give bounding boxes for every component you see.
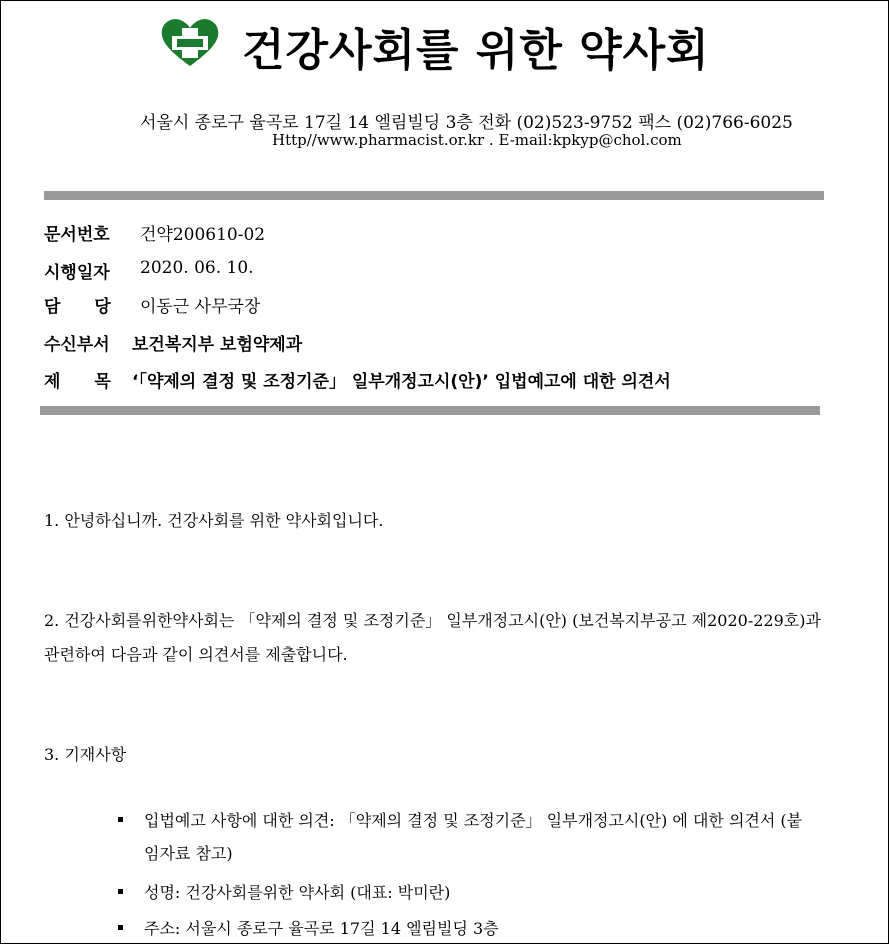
bottom-divider	[40, 406, 820, 415]
manager-label: 담당	[44, 297, 145, 317]
paragraph-1: 1. 안녕하십니까. 건강사회를 위한 약사회입니다.	[44, 511, 384, 530]
details-list	[118, 808, 802, 952]
recipient-label: 수신부서	[44, 335, 110, 355]
recipient-value: 보건복지부 보험약제과	[132, 335, 303, 355]
paragraph-3-heading: 3. 기재사항	[44, 745, 127, 764]
address-line: 서울시 종로구 율곡로 17길 14 엘림빌딩 3층 전화 (02)523-9752 팩스 (02)766-6025	[140, 113, 793, 133]
list-item-line-2: 임자료 참고)	[144, 844, 233, 863]
date-value: 2020. 06. 10.	[140, 258, 254, 278]
list-item-line-1: 입법예고 사항에 대한 의견: 「약제의 결정 및 조정기준」 일부개정고시(안) 에 대한 의견서 (붙	[144, 811, 803, 830]
manager-value: 이동근 사무국장	[140, 297, 261, 317]
paragraph-2-line-2: 관련하여 다음과 같이 의견서를 제출합니다.	[44, 645, 348, 664]
top-divider	[44, 191, 824, 200]
bullet-icon	[118, 925, 123, 930]
bullet-icon	[118, 889, 123, 894]
pharmacist-cross-heart-logo	[160, 16, 220, 68]
paragraph-2-line-1: 2. 건강사회를위한약사회는 「약제의 결정 및 조정기준」 일부개정고시(안) (보건복지부공고 제2020-229호)과	[44, 611, 821, 630]
organization-title: 건강사회를 위한 약사회	[242, 25, 710, 76]
doc-no-label: 문서번호	[44, 225, 110, 245]
list-item	[118, 880, 802, 916]
web-email-line: Http//www.pharmacist.or.kr . E-mail:kpkyp@chol.com	[272, 131, 682, 149]
date-label: 시행일자	[44, 263, 110, 283]
list-item	[118, 808, 802, 880]
doc-no-value: 건약200610-02	[140, 225, 266, 245]
list-item	[118, 916, 802, 952]
subject-value: ‘「약제의 결정 및 조정기준」 일부개정고시(안)’ 입법예고에 대한 의견서	[132, 372, 671, 392]
bullet-icon	[118, 817, 123, 822]
list-item-line-1: 성명: 건강사회를위한 약사회 (대표: 박미란)	[144, 883, 451, 902]
list-item-line-1: 주소: 서울시 종로구 율곡로 17길 14 엘림빌딩 3층	[144, 919, 499, 938]
subject-label: 제목	[44, 372, 145, 392]
